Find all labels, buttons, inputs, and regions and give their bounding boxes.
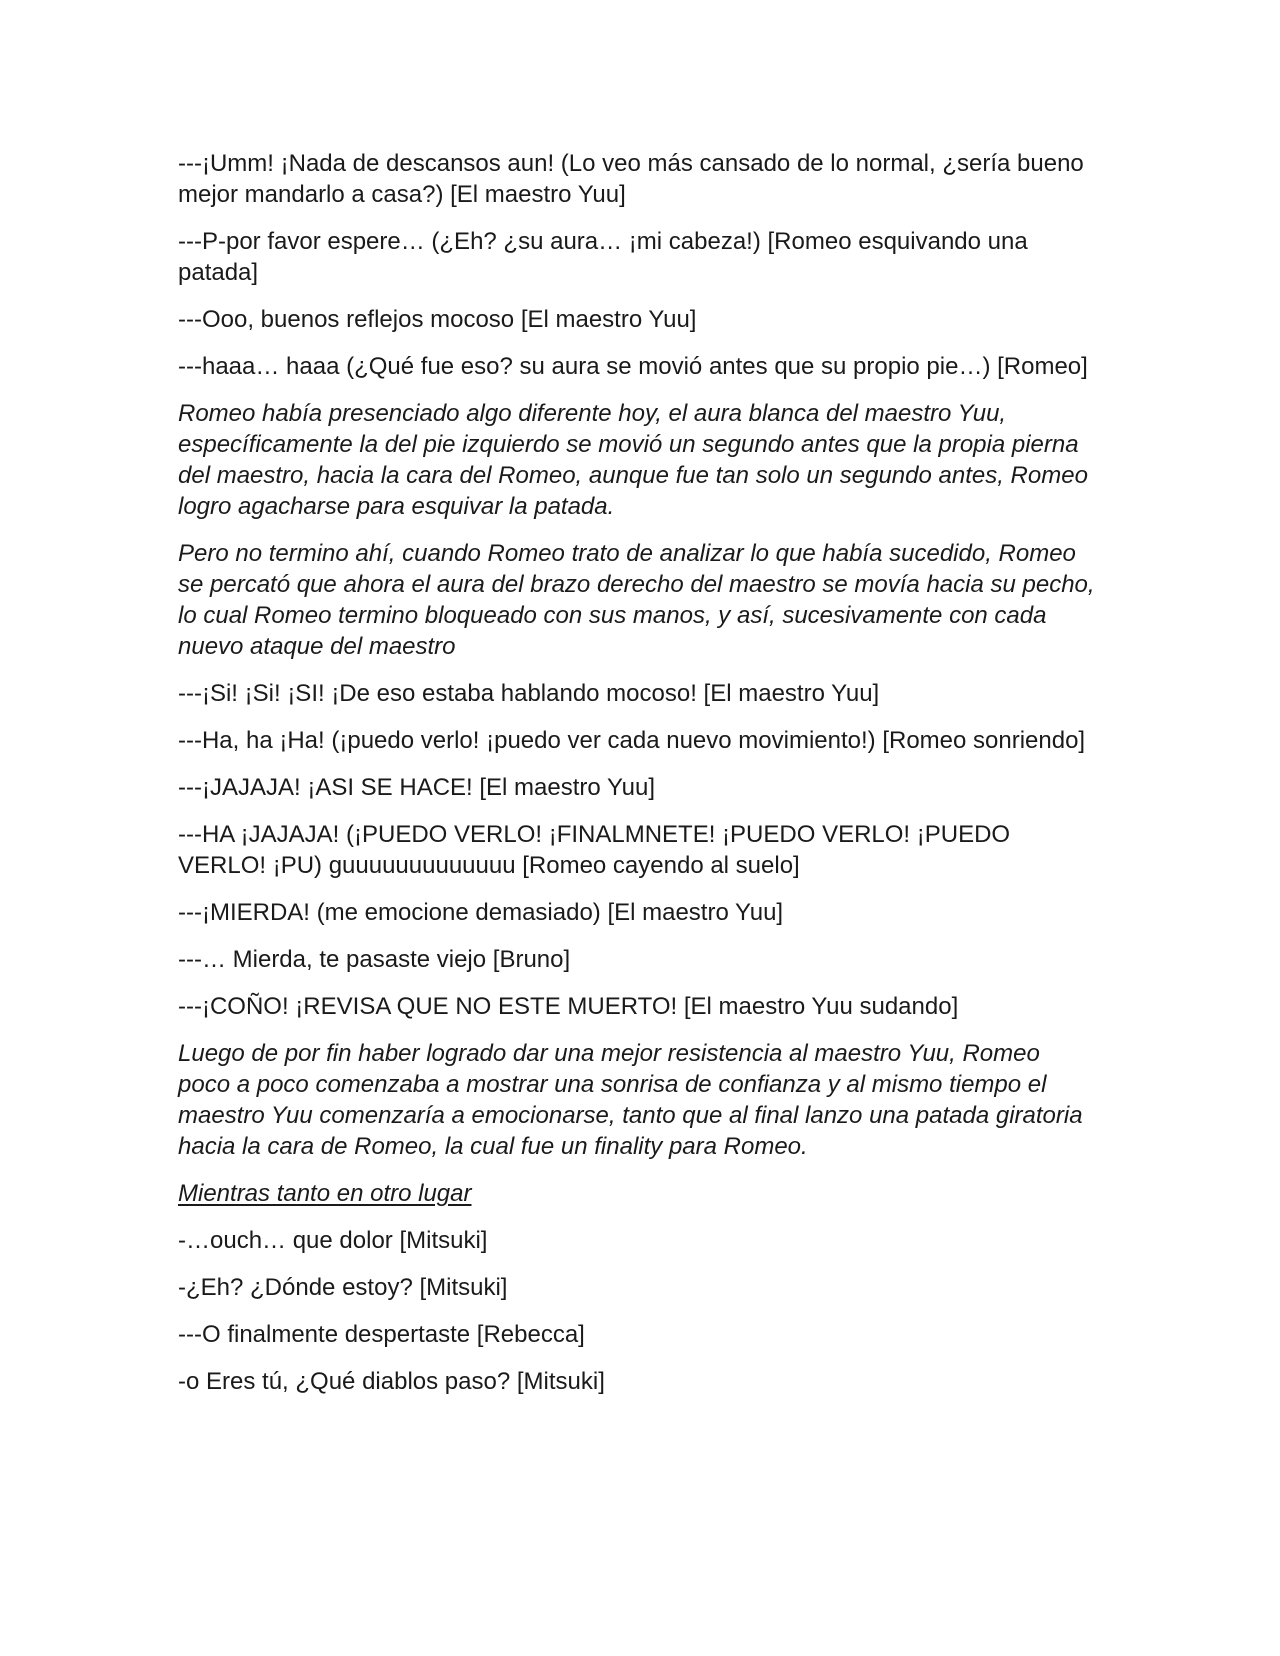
dialogue-line: ---haaa… haaa (¿Qué fue eso? su aura se movió antes que su propio pie…) [Romeo] xyxy=(178,353,1088,380)
narration-paragraph: Pero no termino ahí, cuando Romeo trato de analizar lo que había sucedido, Romeo se percató que ahora el aura del brazo derecho del maestro se movía hacia su pecho, lo cual Romeo termino bloqueado con sus manos, y así, sucesivamente con cada nuevo ataque del maestro xyxy=(178,540,1095,660)
dialogue-line: ---Ooo, buenos reflejos mocoso [El maestro Yuu] xyxy=(178,306,697,333)
dialogue-line: ---¡MIERDA! (me emocione demasiado) [El maestro Yuu] xyxy=(178,899,784,926)
narration-paragraph: Luego de por fin haber logrado dar una mejor resistencia al maestro Yuu, Romeo poco a poco comenzaba a mostrar una sonrisa de confianza y al mismo tiempo el maestro Yuu comenzaría a emocionarse, tanto que al final lanzo una patada giratoria hacia la cara de Romeo, la cual fue un finality para Romeo. xyxy=(178,1040,1083,1160)
dialogue-line: ---O finalmente despertaste [Rebecca] xyxy=(178,1321,585,1348)
dialogue-line: ---¡COÑO! ¡REVISA QUE NO ESTE MUERTO! [El maestro Yuu sudando] xyxy=(178,993,959,1020)
dialogue-line: -¿Eh? ¿Dónde estoy? [Mitsuki] xyxy=(178,1274,508,1301)
dialogue-line: ---¡Umm! ¡Nada de descansos aun! (Lo veo más cansado de lo normal, ¿sería bueno mejor mandarlo a casa?) [El maestro Yuu] xyxy=(178,150,1084,208)
dialogue-line: ---… Mierda, te pasaste viejo [Bruno] xyxy=(178,946,571,973)
dialogue-line: -o Eres tú, ¿Qué diablos paso? [Mitsuki] xyxy=(178,1368,605,1395)
document-body xyxy=(178,148,1098,1413)
dialogue-line: ---¡Si! ¡Si! ¡SI! ¡De eso estaba hablando mocoso! [El maestro Yuu] xyxy=(178,680,880,707)
dialogue-line: ---¡JAJAJA! ¡ASI SE HACE! [El maestro Yuu] xyxy=(178,774,656,801)
dialogue-line: ---Ha, ha ¡Ha! (¡puedo verlo! ¡puedo ver cada nuevo movimiento!) [Romeo sonriendo] xyxy=(178,727,1086,754)
dialogue-line: ---HA ¡JAJAJA! (¡PUEDO VERLO! ¡FINALMNETE! ¡PUEDO VERLO! ¡PUEDO VERLO! ¡PU) guuuuuuuuuuuuu [Romeo cayendo al suelo] xyxy=(178,821,1011,879)
dialogue-line: ---P-por favor espere… (¿Eh? ¿su aura… ¡mi cabeza!) [Romeo esquivando una patada] xyxy=(178,228,1028,286)
dialogue-line: -…ouch… que dolor [Mitsuki] xyxy=(178,1227,488,1254)
scene-break-heading: Mientras tanto en otro lugar xyxy=(178,1180,472,1207)
narration-paragraph: Romeo había presenciado algo diferente hoy, el aura blanca del maestro Yuu, específicamente la del pie izquierdo se movió un segundo antes que la propia pierna del maestro, hacia la cara del Romeo, aunque fue tan solo un segundo antes, Romeo logro agacharse para esquivar la patada. xyxy=(178,400,1088,520)
